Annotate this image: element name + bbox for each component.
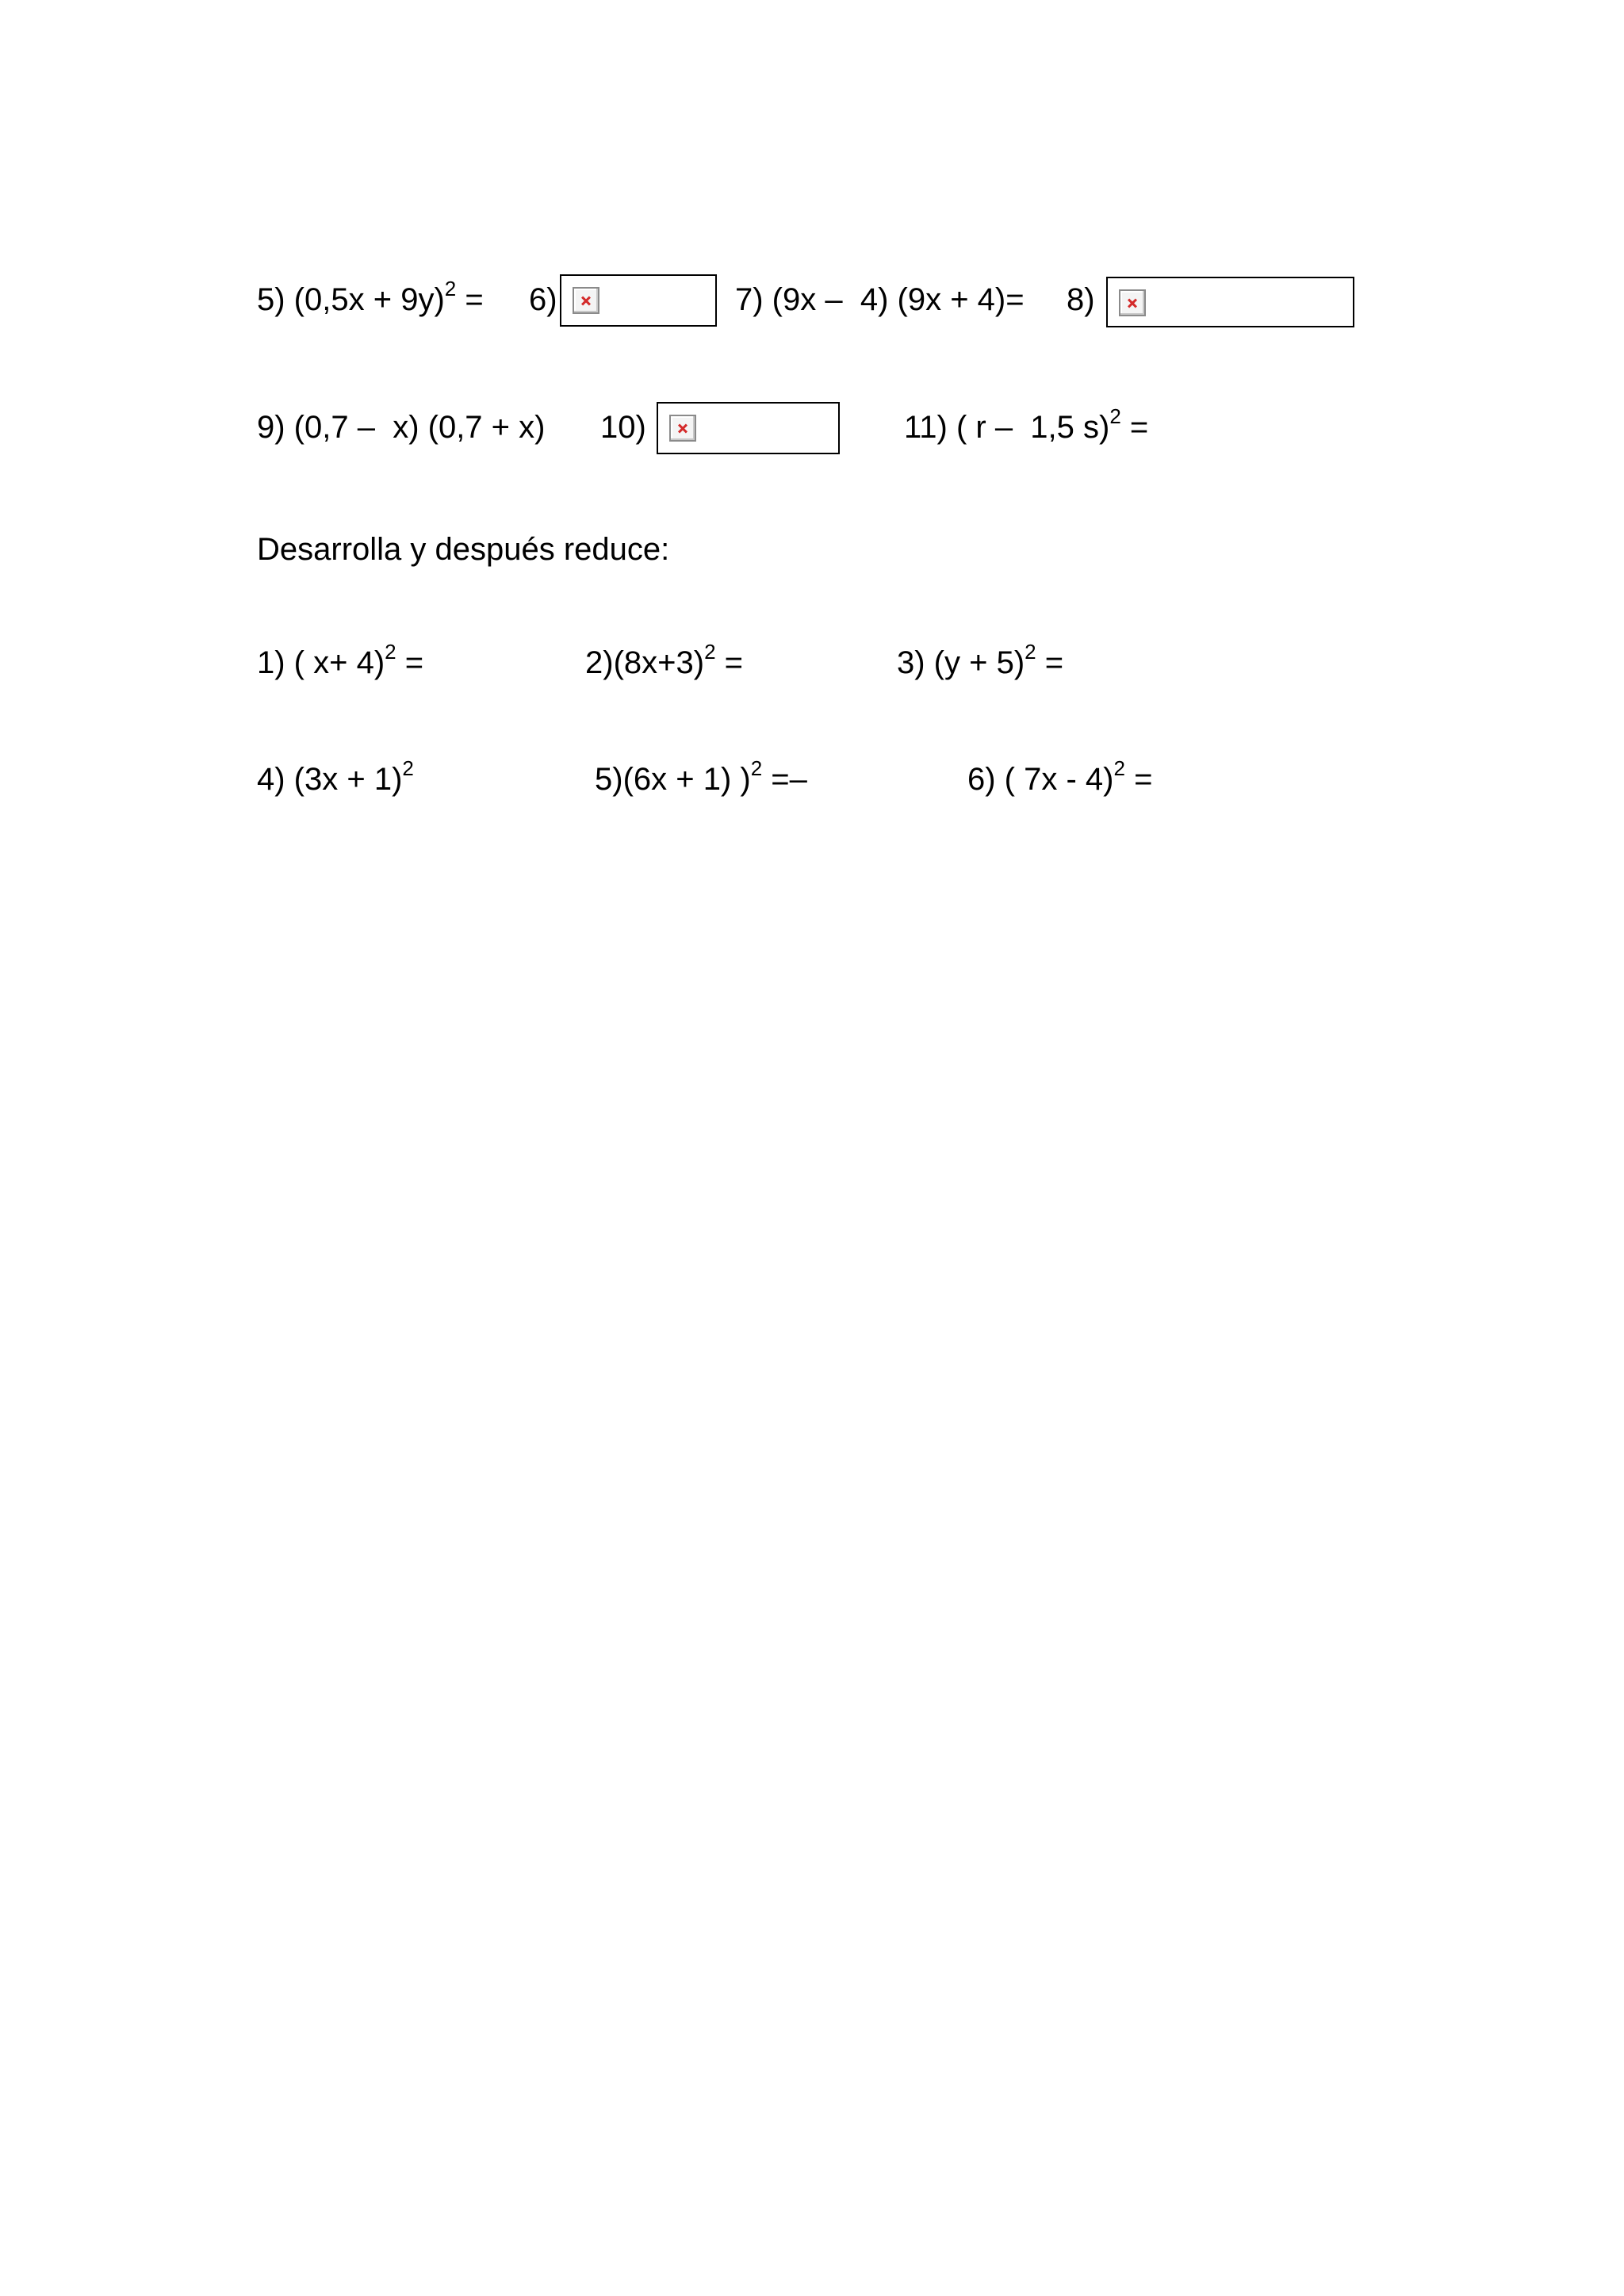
- exercise-6-image-placeholder: [560, 274, 717, 327]
- exercise-8-image-placeholder: [1106, 277, 1354, 327]
- exercise-7: 7) (9x – 4) (9x + 4)=: [735, 282, 1025, 317]
- expand-exercise-2: $2)(8x+3)^2$ =: [585, 639, 744, 680]
- exercise-9: 9) (0,7 – x) (0,7 + x): [257, 410, 546, 445]
- exercise-5-square: 5) $(0,5x + 9y)^2$ =: [257, 276, 484, 317]
- expand-exercise-6: 6) ( 7x - 4)$^2$ =: [967, 756, 1153, 797]
- broken-image-icon: [1119, 289, 1146, 316]
- expand-exercise-4: 4) $(3x + 1)^2$: [257, 756, 414, 797]
- exercise-8-label: 8): [1067, 282, 1095, 317]
- exercise-11-square: 11) ( r – 1,5 s)$^2$ =: [904, 404, 1149, 445]
- broken-image-icon: [573, 287, 599, 314]
- broken-image-icon: [669, 415, 696, 442]
- exercise-6-label: 6): [529, 282, 557, 317]
- section-heading: Desarrolla y después reduce:: [257, 532, 670, 567]
- expand-exercise-1: 1) ( x+ 4)$^2$ =: [257, 639, 424, 680]
- exercise-10-image-placeholder: [657, 402, 840, 454]
- expand-exercise-5: 5)(6x + 1) )$^2$ =–: [595, 756, 807, 797]
- exercise-10-label: 10): [600, 410, 646, 445]
- expand-exercise-3: 3) $(y + 5)^2$ =: [897, 639, 1064, 680]
